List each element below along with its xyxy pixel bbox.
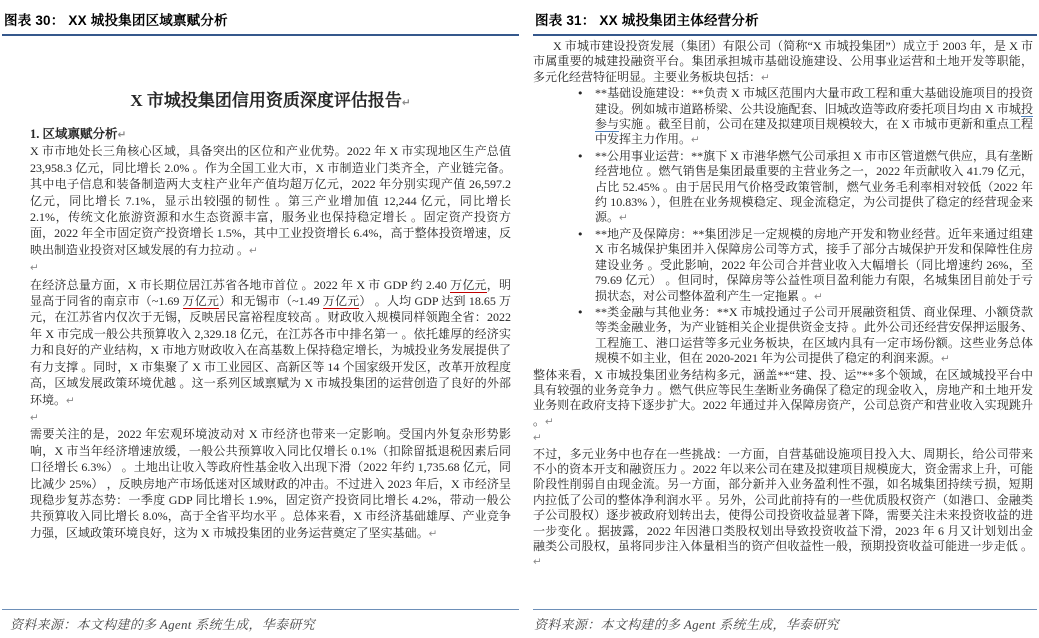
paragraph-mark-icon: ↵ — [761, 71, 770, 84]
spellcheck-red-underline: 万亿元 — [450, 277, 487, 292]
doc-bullet: • **类金融与其他业务：**X 市城投通过子公司开展融资租赁、商业保理、小额贷款等类金融业务，为产业链相关企业提供资金支持 。此外公司还经营安保押运服务、工程施工、港口运营等多元业务板块，在区域内具有一定市场份额。这些业务总体规模不如主业，但在 2020-2021 年为公司提供了稳定的利润来源。↵ — [577, 304, 1033, 366]
document-body-left — [2, 36, 519, 609]
bullet-marker-icon: • — [577, 87, 584, 101]
doc-doc-title: X 市城投集团信用资质深度评估报告↵ — [130, 91, 411, 110]
doc-blank — [30, 259, 511, 276]
doc-para: 在经济总量方面，X 市长期位居江苏省各地市首位 。2022 年 X 市 GDP 约 2.40 万亿元，明显高于同省的南京市（~1.69 万亿元）和无锡市（~1.49 万亿元） 。人均 GDP 达到 18.65 万元，在江苏省内仅次于无锡，反映居民富裕程度较高 。财政收入规模同样领跑全省：2022 年 X 市完成一般公共预算收入 2,329.18 亿元，在江苏各市中排名第一 。依托雄厚的经济实力和良好的产业结构，X 市地方财政收入在高基数上保持稳定增长，为城投业务发展提供了有力支撑 。同时，X 市集聚了 X 市工业园区、高新区等 14 个国家级开发区，改革开放程度高，区域发展政策环境优越 。这一系列区域禀赋为 X 市城投集团的运营创造了良好的外部环境。↵ — [30, 277, 511, 407]
paragraph-mark-icon: ↵ — [249, 244, 258, 257]
paragraph-mark-icon: ↵ — [117, 129, 127, 141]
bullet-marker-icon: • — [577, 305, 584, 319]
bullet-marker-icon: • — [577, 227, 584, 241]
doc-bullet: • **地产及保障房：**集团涉足一定规模的房地产开发和物业经营。近年来通过组建 X 市名城保护集团并入保障房公司等方式，接手了部分古城保护开发和保障性住房建设业务 。受此影响，2022 年公司合并营业收入大幅增长（同比增速约 26%，至 79.69 亿元） 。但同时，保障房等公益性项目盈利能力有限，名城集团目前处于亏损状态，对公司整体盈利产生一定拖累 。↵ — [577, 226, 1033, 303]
doc-para: X 市城市建设投资发展（集团）有限公司（简称“X 市城投集团”）成立于 2003 年，是 X 市市属重要的城建投融资平台。集团承担城市基础设施建设、公用事业运营和土地开发等职能，多元化经营特征明显。主要业务板块包括：↵ — [533, 39, 1033, 84]
paragraph-mark-icon: ↵ — [30, 262, 39, 275]
paragraph-mark-icon: ↵ — [814, 290, 823, 303]
doc-para: X 市市地处长三角核心区域，具备突出的区位和产业优势。2022 年 X 市实现地区生产总值 23,958.3 亿元，同比增长 2.0% 。作为全国工业大市，X 市制造业门类齐全，产业链完备。其中电子信息和装备制造两大支柱产业年产值均超万亿元，2022 年分别实现产值 26,597.2 亿元，同比增长 7.1%，显示出较强的韧性 。第三产业增加值 12,244 亿元，同比增长 2.1%，传统文化旅游资源和水生态资源丰富，服务业也保持稳定增长 。固定资产投资方面，2022 年全市固定资产投资增长 1.5%，其中工业投资增长 6.4%，高于整体投资增速，反映出制造业投资对区域发展的有力拉动 。↵ — [30, 144, 511, 257]
doc-blank — [30, 409, 511, 426]
paragraph-mark-icon: ↵ — [533, 556, 542, 569]
spellcheck-red-underline: 万亿元 — [182, 294, 220, 309]
figure-30-title: 图表 30： XX 城投集团区域禀赋分析 — [2, 6, 519, 36]
paragraph-mark-icon: ↵ — [30, 411, 39, 424]
paragraph-mark-icon: ↵ — [545, 415, 554, 428]
figure-31-title: 图表 31： XX 城投集团主体经营分析 — [533, 6, 1037, 36]
source-note-left: 资料来源：本文构建的多 Agent 系统生成，华泰研究 — [2, 609, 519, 633]
paragraph-mark-icon: ↵ — [66, 394, 75, 407]
doc-blank — [533, 430, 1033, 446]
doc-para: 整体来看，X 市城投集团业务结构多元，涵盖**“建、投、运”**多个领域，在区域城投平台中具有较强的业务竞争力 。燃气供应等民生垄断业务确保了稳定的现金收入，房地产和土地开发业务则在政府支持下逐步扩大。2022 年通过并入保障房资产，公司总资产和营业收入实现跳升 。↵ — [533, 367, 1033, 428]
doc-bullet: • **基础设施建设：**负责 X 市城区范围内大量市政工程和重大基础设施项目的投资建设。例如城市道路桥梁、公共设施配套、旧城改造等政府委托项目均由 X 市城投参与实施 。截至目前，公司在建及拟建项目规模较大，在 X 市城市更新和重点工程中发挥主力作用。↵ — [577, 86, 1033, 147]
doc-para: 不过，多元业务中也存在一些挑战：一方面，自营基础设施项目投入大、周期长，给公司带来不小的资本开支和融资压力 。2022 年以来公司在建及拟建项目规模庞大，资金需求上升，可能阶段性削弱自由现金流。另一方面，部分新并入业务盈利性不强，如名城集团持续亏损，短期内拉低了公司的整体净利润水平 。另外，公司此前持有的一些优质股权资产（如港口、金融类子公司股权）逐步被政府划转出去，使得公司投资收益显著下降，需要关注未来投资收益的进一步变化 。据披露，2022 年因港口类股权划出导致投资收益下滑，2023 年 6 月又计划划出金融类公司股权，虽将同步注入体量相当的资产但收益性一般，预期投资收益可能进一步走低 。↵ — [533, 446, 1033, 569]
doc-para: 需要关注的是，2022 年宏观环境波动对 X 市经济也带来一定影响。受国内外复杂形势影响，X 市当年经济增速放缓，一般公共预算收入同比仅增长 0.1%（扣除留抵退税因素后同口径增长 6.3%） 。土地出让收入等政府性基金收入出现下滑（2022 年约 1,735.68 亿元，同比减少 25%） ，反映房地产市场低迷对区域财政的冲击。不过进入 2023 年后，X 市经济呈现稳步复苏态势：一季度 GDP 同比增长 1.9%，固定资产投资同比增长 4.2%，带动一般公共预算收入同比增长 8.0%，高于全省平均水平 。总体来看，X 市经济基础雄厚、产业竞争力强，区域政策环境良好，这为 X 市城投集团的业务运营奠定了坚实基础。↵ — [30, 427, 511, 540]
paragraph-mark-icon: ↵ — [941, 353, 950, 366]
grammar-blue-underline: 投参与 — [595, 101, 1033, 132]
paragraph-mark-icon: ↵ — [533, 432, 542, 445]
paragraph-mark-icon: ↵ — [401, 97, 411, 109]
paragraph-mark-icon: ↵ — [428, 527, 438, 540]
figure-31-panel — [533, 6, 1037, 633]
doc-bullet: • **公用事业运营：**旗下 X 市港华燃气公司承担 X 市市区管道燃气供应，具有垄断经营地位 。燃气销售是集团最重要的主营业务之一，2022 年贡献收入 41.79 亿元，占比 52.45% 。由于居民用气价格受政策管制，燃气业务毛利率相对较低（2022 年约 10.83% ），但胜在业务规模稳定、现金流稳定，为公司提供了稳定的经营现金来源。↵ — [577, 148, 1033, 225]
doc-heading: 1. 区域禀赋分析↵ — [30, 127, 127, 141]
paragraph-mark-icon: ↵ — [691, 134, 700, 147]
spellcheck-red-underline: 万亿元 — [322, 294, 360, 309]
paragraph-mark-icon: ↵ — [619, 212, 628, 225]
bullet-marker-icon: • — [577, 149, 584, 163]
source-note-right: 资料来源：本文构建的多 Agent 系统生成，华泰研究 — [533, 609, 1037, 633]
document-body-right — [533, 36, 1037, 609]
figure-30-panel — [2, 6, 519, 633]
